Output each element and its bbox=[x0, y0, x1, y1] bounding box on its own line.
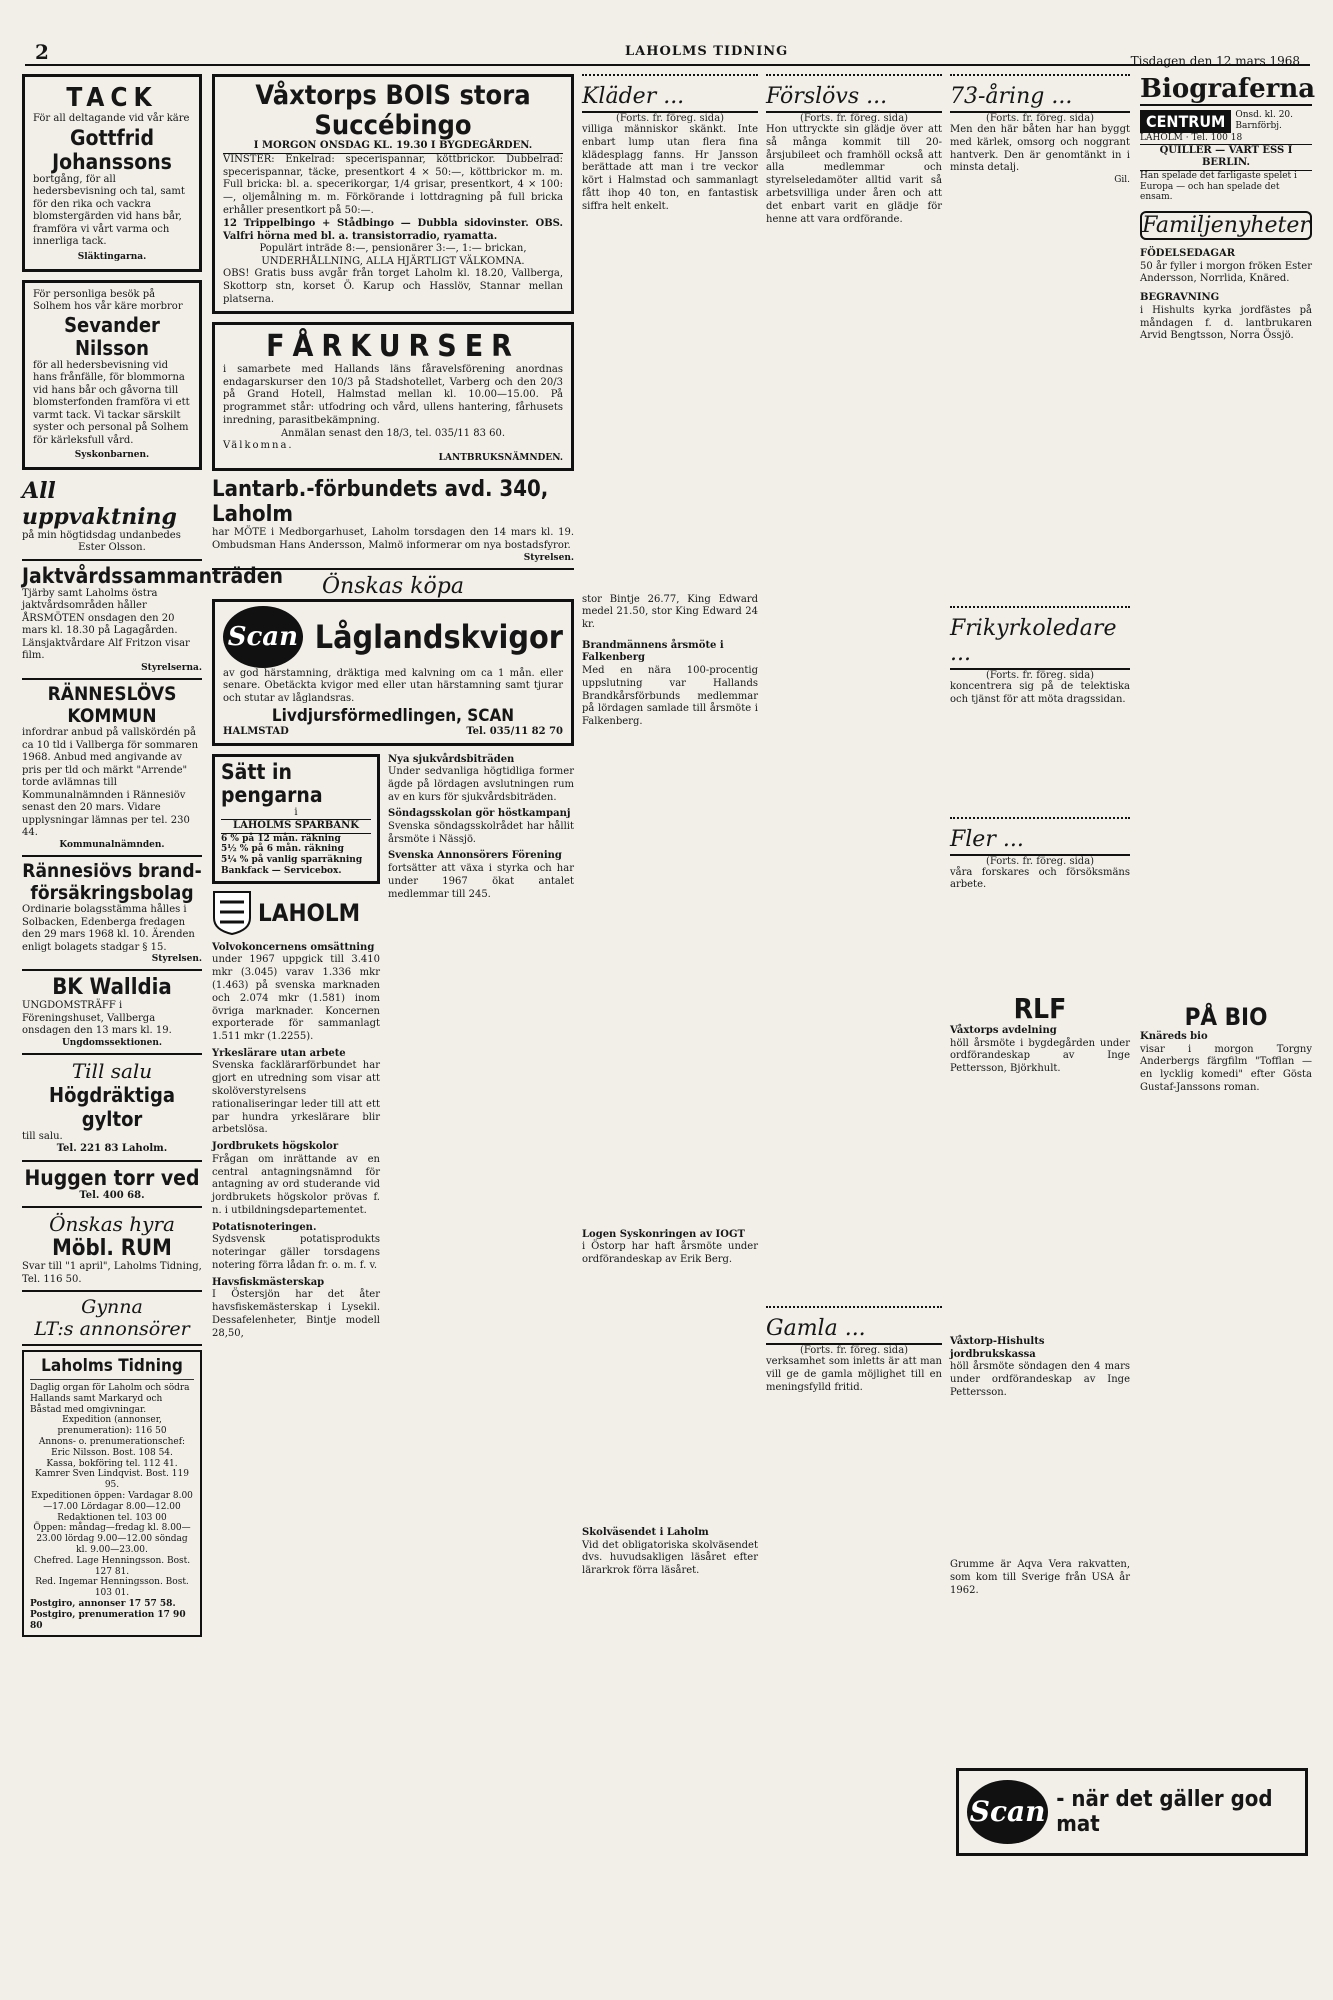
svensk-title: Svenska Annonsörers Förening bbox=[388, 850, 562, 862]
bingo-vinster: VINSTER: Enkelrad: specerispannar, köttbrickor. Dubbelrad: specerispannar, täcke, presentkort 4 × 50:—, köttbrickor m. m. Full bricka: bl. a. specerikorgar, 1/4 grisar, presentkort, 4 × 100:—, oljemålning m. m. Förkörande i lottdragning på full bricka erhåller presentkort på 50:—. bbox=[223, 153, 563, 217]
vax-block bbox=[950, 1336, 1130, 1399]
centrum-body: Han spelade det farligaste spelet i Europa — och han spelade det ensam. bbox=[1140, 170, 1297, 203]
hyra-item: Möbl. RUM bbox=[52, 1236, 172, 1262]
tack-title: TACK bbox=[66, 83, 158, 113]
salu-phone: Tel. 221 83 Laholm. bbox=[56, 1143, 168, 1155]
rlf-sub: Våxtorps avdelning bbox=[950, 1025, 1057, 1037]
bk-body: UNGDOMSTRÄFF i Föreningshuset, Vallberga onsdagen den 13 mars kl. 19. bbox=[22, 1000, 172, 1037]
sond-body: Svenska söndagsskolrådet har hållit årsmöte i Nässjö. bbox=[388, 820, 574, 845]
lt-open: Öppen: måndag—fredag kl. 8.00—23.00 lördag 9.00—12.00 söndag kl. 9.00—23.00. bbox=[33, 1523, 191, 1555]
ved-phone: Tel. 400 68. bbox=[79, 1189, 145, 1201]
uppvaktning-signature: Ester Olsson. bbox=[78, 542, 146, 554]
bk-signature: Ungdomssektionen. bbox=[61, 1037, 163, 1048]
farkurser-signature: LANTBRUKSNÄMNDEN. bbox=[438, 452, 563, 463]
lt-postgiro: Postgiro, annonser 17 57 58. Postgiro, prenumeration 17 90 80 bbox=[30, 1598, 186, 1631]
tack2-signature: Syskonbarnen. bbox=[74, 450, 150, 461]
hyra-title: Önskas hyra bbox=[49, 1212, 175, 1237]
lt-expedition: Expedition (annonser, prenumeration): 116 50 bbox=[57, 1415, 167, 1437]
page-number: 2 bbox=[35, 40, 49, 64]
lantarb-title: Lantarb.-förbundets avd. 340, Laholm bbox=[212, 476, 549, 527]
lt-red: Redaktionen tel. 103 00 bbox=[57, 1512, 167, 1523]
tack2-name: Sevander Nilsson bbox=[64, 312, 160, 360]
yrke-title: Yrkeslärare utan arbete bbox=[212, 1047, 346, 1059]
fod-body: 50 år fyller i morgon fröken Ester Andersson, Norrlida, Knäred. bbox=[1140, 260, 1312, 285]
forslov-title: Förslövs ... bbox=[766, 84, 942, 113]
uppvaktning-title: All uppvaktning bbox=[22, 477, 177, 530]
skol-body: Vid det obligatoriska skolväsendet dvs. huvudsakligen läsåret efter lärarkrok förra läsåret. bbox=[582, 1539, 758, 1577]
centrum-onsd: Onsd. kl. 20. Barnförbj. bbox=[1235, 110, 1294, 131]
column-6 bbox=[1140, 74, 1316, 1095]
grumme-body: Grumme är Aqva Vera rakvatten, som kom till Sverige från USA år 1962. bbox=[950, 1559, 1130, 1597]
fri-block bbox=[950, 606, 1130, 707]
bingo-obs: OBS! Gratis buss avgår från torget Laholm kl. 18.20, Vallberga, Skottorp stn, korset Ö. Karup och Hasslöv, Stannar mellan platserna. bbox=[223, 268, 563, 306]
brand2-title: Brandmännens årsmöte i Falkenberg bbox=[582, 639, 724, 664]
fri-body: koncentrera sig på de telektiska och tjänst för att möta dragssidan. bbox=[950, 680, 1130, 705]
aring-title: 73-åring ... bbox=[950, 84, 1130, 113]
sparbank-ad bbox=[212, 754, 380, 884]
lt-info-box bbox=[22, 1350, 202, 1637]
pabio-sub: Knäreds bio bbox=[1140, 1031, 1208, 1043]
fler-title: Fler ... bbox=[950, 827, 1130, 856]
farkurser-anm: Anmälan senast den 18/3, tel. 035/11 83 60. bbox=[280, 427, 506, 439]
centrum-tel: LAHOLM · Tel. 100 18 bbox=[1140, 133, 1243, 143]
lt-body: Daglig organ för Laholm och södra Hallands samt Markaryd och Båstad med omgivningar. bbox=[30, 1383, 190, 1415]
farkurser-body: i samarbete med Hallands läns fåravelsförening anordnas endagarskurser den 10/3 på Stadshotellet, Varberg och den 20/3 på Grand Hotell, Halmstad mellan kl. 10.00—15.00. På programmet står: utfodring och vård, ullens hantering, fårhusets inredning, parasitbekämpning. bbox=[223, 363, 563, 427]
fler-forts: (Forts. fr. föreg. sida) bbox=[985, 855, 1095, 867]
scan-form: Livdjursförmedlingen, SCAN bbox=[271, 706, 515, 726]
lantarb-body: har MÖTE i Medborgarhuset, Laholm torsdagen den 14 mars kl. 19. Ombudsman Hans Andersson, Malmö informerar om nya bostadsfyror. bbox=[212, 527, 574, 552]
gamla-title: Gamla ... bbox=[766, 1316, 942, 1345]
gynna-line1: Gynna bbox=[81, 1296, 143, 1319]
ranneslov-signature: Kommunalnämnden. bbox=[59, 839, 165, 850]
bingo-title: Våxtorps BOIS stora Succébingo bbox=[255, 80, 531, 141]
hyra-body: Svar till "1 april", Laholms Tidning, Tel. 116 50. bbox=[22, 1261, 202, 1285]
familjenyheter-heading: Familjenyheter bbox=[1140, 211, 1312, 240]
farkurser-title: FÅRKURSER bbox=[266, 328, 520, 364]
jakt-signature: Styrelserna. bbox=[141, 662, 202, 673]
hav-title: Havsfiskmästerskap bbox=[212, 1276, 325, 1288]
pota-title: Potatisnoteringen. bbox=[212, 1221, 317, 1233]
scan-food-ad bbox=[956, 1768, 1308, 1856]
bingo-sub: 12 Trippelbingo + Stådbingo — Dubbla sidovinster. OBS. Valfri hörna med bl. a. transistorradio, ryamatta. bbox=[223, 217, 563, 242]
c3-articles-lower bbox=[388, 754, 574, 1341]
tack-notice bbox=[22, 74, 202, 272]
sond-title: Söndagsskolan gör höstkampanj bbox=[388, 808, 571, 820]
lt-annons: Annons- o. prenumerationschef: Eric Nilsson. Bost. 108 54. bbox=[38, 1437, 186, 1458]
sparbank-rate2: 5½ % på 6 mån. räkning bbox=[221, 844, 344, 855]
column-2 bbox=[212, 74, 574, 1340]
sparbank-bankfack: Bankfack — Servicebox. bbox=[221, 866, 342, 877]
pota-body: Sydsvensk potatisprodukts noteringar gäller torsdagens notering förra lådan fr. o. m. f. v. bbox=[212, 1234, 380, 1271]
fler-body: våra forskares och försöksmäns arbete. bbox=[950, 866, 1130, 891]
sparbank-rate3: 5¼ % på vanlig sparräkning bbox=[221, 855, 363, 866]
tack-body: bortgång, för all hedersbevisning och tal, samt för den rika och vackra blomstergärden vid hans bår, framföra vi vårt varma och innerliga tack. bbox=[33, 173, 185, 248]
kopa-title: Önskas köpa bbox=[321, 573, 464, 599]
fri-title: Frikyrkoledare ... bbox=[950, 616, 1130, 670]
fri-forts: (Forts. fr. föreg. sida) bbox=[985, 669, 1095, 681]
vax-title: Våxtorp-Hishults jordbrukskassa bbox=[950, 1336, 1045, 1360]
klader-body: villiga människor skänkt. Inte enbart lump utan flera fina klädesplagg fanns. Hr Jansson berättade att man i tre veckor kört i Halmstad och sammanlagt fått ihop 40 ton, en fantastisk siffra helt enkelt. bbox=[582, 124, 758, 212]
lt-kamrer: Kamrer Sven Lindqvist. Bost. 119 95. bbox=[35, 1469, 189, 1491]
ved-title: Huggen torr ved bbox=[24, 1165, 200, 1190]
gamla-block bbox=[766, 1306, 942, 1394]
laholm-crest-icon bbox=[212, 890, 252, 936]
salu-note: till salu. bbox=[22, 1130, 63, 1142]
aring-signature: Gil. bbox=[1114, 175, 1130, 186]
aring-body: Men den här båten har han byggt med kärlek, omsorg och noggrant hantverk. Den är genomtänkt in i minsta detalj. bbox=[950, 124, 1130, 174]
centrum-film: QUILLER — VART ESS I BERLIN. bbox=[1140, 144, 1312, 171]
bingo-when: I MORGON ONSDAG KL. 19.30 I BYGDEGÅRDEN. bbox=[223, 140, 563, 154]
ranneslov-body: infordrar anbud på vallskördén på ca 10 tld i Vallberga för sommaren 1968. Anbud med angivande av pris per tld och märkt "Arrende" torde avlämnas till Kommunalnämnden i Rännesiöv senast den 20 mars. Vidare upplysningar lämnas per tel. 230 44. bbox=[22, 727, 199, 839]
volvo-body: under 1967 uppgick till 3.410 mkr (3.045) varav 1.336 mkr (1.463) på svenska marknaden och 2.074 mkr (1.581) inom övriga marknader. Koncernen exporterade för sammanlagt 1.511 mkr (1.2255). bbox=[212, 954, 380, 1043]
scan-kvigor-ad bbox=[212, 599, 574, 746]
tack2-notice bbox=[22, 280, 202, 470]
uppvaktning-body: på min högtidsdag undanbedes bbox=[22, 529, 181, 541]
beg-title: BEGRAVNING bbox=[1140, 292, 1220, 304]
yrke-body: Svenska facklärarförbundet har gjort en utredning som visar att skolöverstyrelsens rationaliseringar leder till att ett par hundra yrkeslärare blir arbetslösa. bbox=[212, 1060, 380, 1136]
rlf-body: höll årsmöte i bygdegården under ordförandeskap av Inge Pettersson, Björkhult. bbox=[950, 1037, 1130, 1075]
centrum-label: CENTRUM bbox=[1140, 110, 1231, 133]
bk-notice bbox=[22, 975, 202, 1048]
sparbank-column bbox=[212, 754, 380, 1341]
jakt-body: Tjärby samt Laholms östra jaktvårdsområden håller ÅRSMÖTEN onsdagen den 20 mars kl. 18.30 på Lagagården. Länsjaktvårdare Alf Fritzon visar film. bbox=[22, 587, 190, 662]
column-5 bbox=[950, 74, 1130, 1598]
brand2-body: Med en nära 100-procentig uppslutning var Hallands Brandkårsförbunds medlemmar på lördagen samlade till årsmöte i Falkenberg. bbox=[582, 664, 758, 728]
scan-city: HALMSTAD bbox=[223, 726, 289, 737]
tack2-intro: För personliga besök på Solhem hos vår käre morbror bbox=[33, 288, 183, 313]
brand-title: Rännesiövs brand-försäkringsbolag bbox=[22, 859, 202, 904]
laholm-crest-block bbox=[212, 890, 380, 936]
masthead: LAHOLMS TIDNING bbox=[625, 44, 789, 59]
farkurser-valkomna: Välkomna. bbox=[223, 440, 294, 452]
lantarb-notice bbox=[212, 477, 574, 564]
forslov-body: Hon uttryckte sin glädje över att så många kommit till 20-årsjubileet och framhöll också att alla medlemmar och styrelseledamöter alltid varit så arbetsvilliga under åren och att det enbart varit en glädje för henne att vara ordförande. bbox=[766, 124, 942, 225]
lt-red2: Red. Ingemar Henningsson. Bost. 103 01. bbox=[35, 1577, 189, 1599]
lt-title: Laholms Tidning bbox=[41, 1356, 183, 1377]
sjuk-body: Under sedvanliga högtidliga former ägde på lördagen avslutningen rum av en kurs för sjukvårdsbiträden. bbox=[388, 766, 574, 803]
fod-title: FÖDELSEDAGAR bbox=[1140, 248, 1236, 260]
sparbank-name: LAHOLMS SPARBANK bbox=[221, 819, 371, 834]
jord-body: Frågan om inrättande av en central antagningsnämnd för antagning av ord studerande vid jordbrukets högskolor prövas f. n. i utbildningsdepartementet. bbox=[212, 1153, 380, 1216]
scan-kvigor-title: Låglandskvigor bbox=[314, 617, 563, 656]
bk-title: BK Walldia bbox=[52, 975, 172, 1001]
aring-forts: (Forts. fr. föreg. sida) bbox=[985, 113, 1095, 124]
gynna-line2: LT:s annonsörer bbox=[34, 1318, 190, 1341]
salu-item: Högdräktiga gyltor bbox=[49, 1082, 175, 1131]
bingo-pris: Populärt inträde 8:—, pensionärer 3:—, 1:— brickan, UNDERHÅLLNING, ALLA HJÄRTLIGT VÄLKOMNA. bbox=[259, 243, 527, 267]
sjuk-title: Nya sjukvårdsbiträden bbox=[388, 753, 515, 765]
lt-chef: Chefred. Lage Henningsson. Bost. 127 81. bbox=[33, 1555, 191, 1577]
column-4 bbox=[766, 74, 942, 1395]
lt-exp-hours: Expeditionen öppen: Vardagar 8.00—17.00 Lördagar 8.00—12.00 bbox=[31, 1491, 193, 1512]
jakt-title: Jaktvårdssammanträden bbox=[22, 563, 283, 588]
rlf-block bbox=[950, 992, 1130, 1076]
lt-kassa: Kassa, bokföring tel. 112 41. bbox=[46, 1458, 178, 1469]
beg-body: i Hishults kyrka jordfästes på måndagen f. d. lantbrukaren Arvid Bengtsson, Norra Össjö. bbox=[1140, 304, 1312, 342]
scan-food-logo: Scan bbox=[967, 1780, 1048, 1844]
laholm-wordmark: LAHOLM bbox=[258, 898, 361, 927]
klader-title: Kläder ... bbox=[582, 84, 758, 113]
scan-kvigor-body: av god härstamning, dräktiga med kalvning om ca 1 mån. eller senare. Obetäckta kvigor med eller utan härstamning samt tjurar och stutar av låglandsras. bbox=[223, 667, 563, 705]
ranneslov-title: RÄNNESLÖVS KOMMUN bbox=[47, 682, 177, 727]
salu-title: Till salu bbox=[71, 1058, 153, 1083]
sparbank-in: i bbox=[294, 806, 298, 818]
klader-potatis: stor Bintje 26.77, King Edward medel 21.50, stor King Edward 24 kr. bbox=[582, 593, 758, 631]
vax-body: höll årsmöte söndagen den 4 mars under ordförandeskap av Inge Pettersson. bbox=[950, 1361, 1130, 1398]
column-3 bbox=[582, 74, 758, 1578]
pabio-title: PÅ BIO bbox=[1184, 1003, 1268, 1032]
forslov-forts: (Forts. fr. föreg. sida) bbox=[799, 113, 909, 124]
bio-title: Biograferna bbox=[1140, 74, 1316, 104]
brand-body: Ordinarie bolagsstämma hålles i Solbacken, Edenberga fredagen den 29 mars 1968 kl. 10. Ärenden enligt bolagets stadgar § 15. bbox=[22, 904, 195, 953]
brand-notice bbox=[22, 861, 202, 965]
gamla-body: verksamhet som inletts är att man vill ge de gamla möjlighet till en meningsfylld fritid. bbox=[766, 1356, 942, 1393]
hav-body: I Östersjön har det åter havsfiskemästerskap i Lysekil. Dessafelenheter, Bintje modell 28,50, bbox=[212, 1289, 380, 1339]
jord-title: Jordbrukets högskolor bbox=[212, 1141, 339, 1153]
fler-block bbox=[950, 817, 1130, 893]
rlf-title: RLF bbox=[1013, 992, 1067, 1026]
gamla-forts: (Forts. fr. föreg. sida) bbox=[799, 1345, 909, 1357]
svensk-body: fortsätter att växa i styrka och har under 1967 ökat antalet medlemmar till 245. bbox=[388, 862, 574, 900]
page-header bbox=[25, 38, 1310, 66]
scan-logo: Scan bbox=[223, 606, 303, 668]
iogt-title: Logen Syskonringen av IOGT bbox=[582, 1228, 745, 1240]
scan-tel: Tel. 035/11 82 70 bbox=[466, 726, 563, 737]
sparbank-rate1: 6 % på 12 mån. räkning bbox=[221, 833, 341, 844]
sparbank-title: Sätt in pengarna bbox=[221, 759, 323, 807]
lantarb-signature: Styrelsen. bbox=[523, 552, 574, 563]
iogt-body: i Östorp har haft årsmöte under ordförandeskap av Erik Berg. bbox=[582, 1241, 758, 1266]
skol-title: Skolväsendet i Laholm bbox=[582, 1527, 709, 1539]
brand-signature: Styrelsen. bbox=[151, 954, 202, 965]
issue-date: Tisdagen den 12 mars 1968 bbox=[1130, 54, 1300, 68]
farkurser-ad bbox=[212, 322, 574, 471]
ranneslov-notice bbox=[22, 684, 202, 851]
tack-name: Gottfrid Johanssons bbox=[52, 125, 172, 174]
scan-food-slogan: - när det gäller god mat bbox=[1056, 1787, 1273, 1837]
uppvaktning-notice bbox=[22, 478, 202, 555]
tack-signature: Släktingarna. bbox=[77, 251, 147, 262]
volvo-title: Volvokoncernens omsättning bbox=[212, 941, 375, 953]
tack-intro: För all deltagande vid vår käre bbox=[33, 113, 190, 124]
pabio-body: visar i morgon Torgny Anderbergs färgfilm "Tofflan — en lycklig komedi" efter Gösta Gustaf-Janssons roman. bbox=[1140, 1043, 1312, 1094]
tack2-body: för all hedersbevisning vid hans frånfälle, för blommorna vid hans bår och gåvorna till blomsterfonden framföra vi ett varmt tack. Vi tackar särskilt syster och personal på Solhem för kärleksfull vård. bbox=[33, 359, 190, 446]
klader-forts: (Forts. fr. föreg. sida) bbox=[615, 113, 725, 124]
bingo-ad bbox=[212, 74, 574, 314]
